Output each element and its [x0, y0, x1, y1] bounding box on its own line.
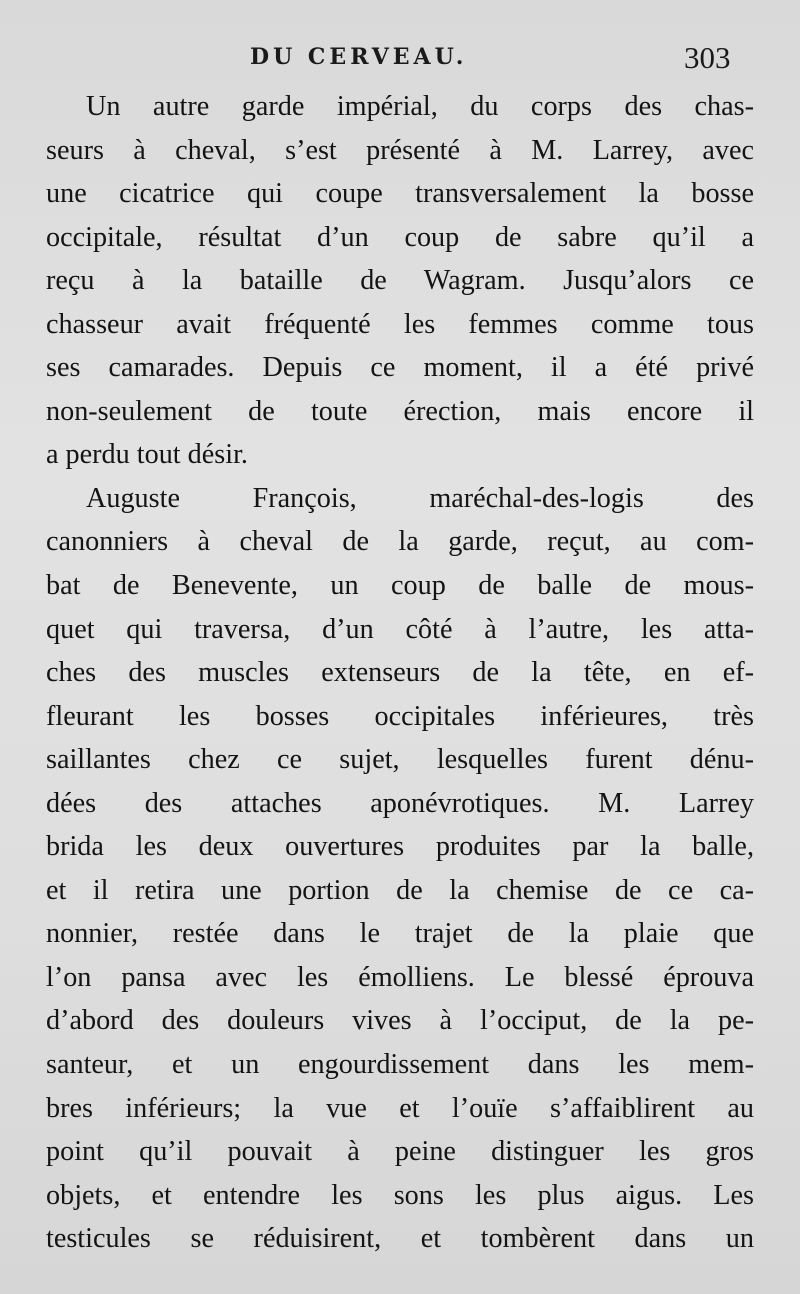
page-number: 303: [684, 40, 731, 75]
text-line: brida les deux ouvertures produites par la balle,: [46, 831, 754, 863]
text-line: bres inférieurs; la vue et l’ouïe s’affaiblirent au: [46, 1092, 754, 1124]
text-line: saillantes chez ce sujet, lesquelles furent dénu-: [46, 744, 754, 776]
text-line: bat de Benevente, un coup de balle de mous-: [46, 570, 754, 602]
text-line: dées des attaches aponévrotiques. M. Larrey: [46, 787, 754, 819]
text-line: Auguste François, maréchal-des-logis des: [86, 482, 754, 514]
text-line: objets, et entendre les sons les plus aigus. Les: [46, 1179, 754, 1211]
text-line: reçu à la bataille de Wagram. Jusqu’alors ce: [46, 265, 754, 297]
text-line: une cicatrice qui coupe transversalement la bosse: [46, 178, 754, 210]
text-line: occipitale, résultat d’un coup de sabre qu’il a: [46, 221, 754, 253]
text-line: seurs à cheval, s’est présenté à M. Larrey, avec: [46, 134, 754, 166]
text-line: quet qui traversa, d’un côté à l’autre, les atta-: [46, 613, 754, 645]
text-line: l’on pansa avec les émolliens. Le blessé éprouva: [46, 961, 754, 993]
text-line: ches des muscles extenseurs de la tête, en ef-: [46, 657, 754, 689]
text-line: non-seulement de toute érection, mais encore il: [46, 395, 754, 427]
page-header: [0, 40, 800, 84]
text-line: a perdu tout désir.: [46, 439, 248, 471]
text-line: testicules se réduisirent, et tombèrent dans un: [46, 1223, 754, 1255]
text-line: chasseur avait fréquenté les femmes comme tous: [46, 308, 754, 340]
paragraph-2: [46, 477, 754, 1261]
text-line: santeur, et un engourdissement dans les mem-: [46, 1049, 754, 1081]
text-line: point qu’il pouvait à peine distinguer les gros: [46, 1136, 754, 1168]
text-line: et il retira une portion de la chemise de ce ca-: [46, 874, 754, 906]
text-line: Un autre garde impérial, du corps des chas-: [86, 91, 754, 122]
text-line: fleurant les bosses occipitales inférieures, très: [46, 700, 754, 732]
running-head: DU CERVEAU.: [250, 44, 468, 70]
text-line: ses camarades. Depuis ce moment, il a été privé: [46, 352, 754, 384]
text-line: nonnier, restée dans le trajet de la plaie que: [46, 918, 754, 950]
text-line: d’abord des douleurs vives à l’occiput, de la pe-: [46, 1005, 754, 1037]
paragraph-1: [46, 85, 754, 477]
text-line: canonniers à cheval de la garde, reçut, au com-: [46, 526, 754, 558]
body-text: [46, 85, 754, 1261]
